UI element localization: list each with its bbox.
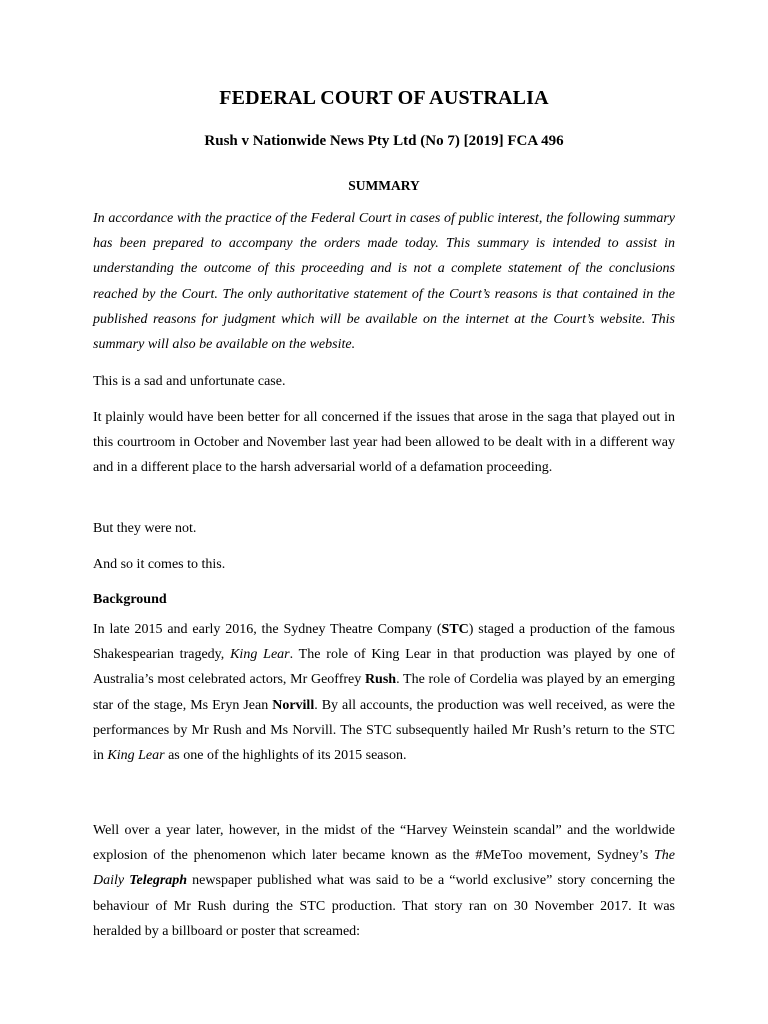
paragraph-they-were-not: But they were not. [93, 521, 197, 536]
paragraph-sad-case: This is a sad and unfortunate case. [93, 374, 286, 389]
norvill-defined-term: Norvill [272, 697, 315, 713]
summary-heading: SUMMARY [348, 178, 420, 193]
background-paragraph-1: In late 2015 and early 2016, the Sydney Theatre Company (STC) staged a production of the famous Shakespearian tragedy, King Lear. The role of King Lear in that production was played by one of Australia’s most celebrated actors, Mr Geoffrey Rush. The role of Cordelia was played by an emerging star of the stage, Ms Eryn Jean Norvill. By all accounts, the production was well received, as were the performances by Mr Rush and Ms Norvill. The STC subsequently hailed Mr Rush’s return to the STC in King Lear as one of the highlights of its 2015 season. [93, 622, 675, 764]
paragraph-saga: It plainly would have been better for all concerned if the issues that arose in the saga that played out in this courtroom in October and November last year had been allowed to be dealt with in a different way and in a different place to the harsh adversarial world of a defamation proceeding. [93, 410, 675, 476]
king-lear-title: King Lear [230, 647, 290, 663]
rush-defined-term: Rush [364, 672, 397, 688]
background-paragraph-2: Well over a year later, however, in the midst of the “Harvey Weinstein scandal” and the worldwide explosion of the phenomenon which later became known as the #MeToo movement, Sydney’s The Daily Telegraph newspaper published what was said to be a “world exclusive” story concerning the behaviour of Mr Rush during the STC production. That story ran on 30 November 2017. It was heralded by a billboard or poster that screamed: [93, 823, 676, 939]
king-lear-title-2: King Lear [107, 748, 165, 764]
case-title: Rush v Nationwide News Pty Ltd (No 7) [2019] FCA 496 [204, 133, 564, 149]
intro-paragraph: In accordance with the practice of the Federal Court in cases of public interest, the following summary has been prepared to accompany the orders made today. This summary is intended to assist in understanding the outcome of this proceeding and is not a complete statement of the conclusions reached by the Court. The only authoritative statement of the Court’s reasons is that contained in the published reasons for judgment which will be available on the internet at the Court’s website. This summary will also be available on the website. [93, 211, 675, 353]
stc-defined-term: STC [441, 622, 469, 637]
paragraph-comes-to-this: And so it comes to this. [93, 557, 226, 572]
background-heading: Background [93, 592, 167, 607]
daily-telegraph-italic: The Daily [93, 848, 675, 889]
telegraph-defined-term: Telegraph [129, 873, 188, 889]
court-title: FEDERAL COURT OF AUSTRALIA [219, 87, 549, 109]
